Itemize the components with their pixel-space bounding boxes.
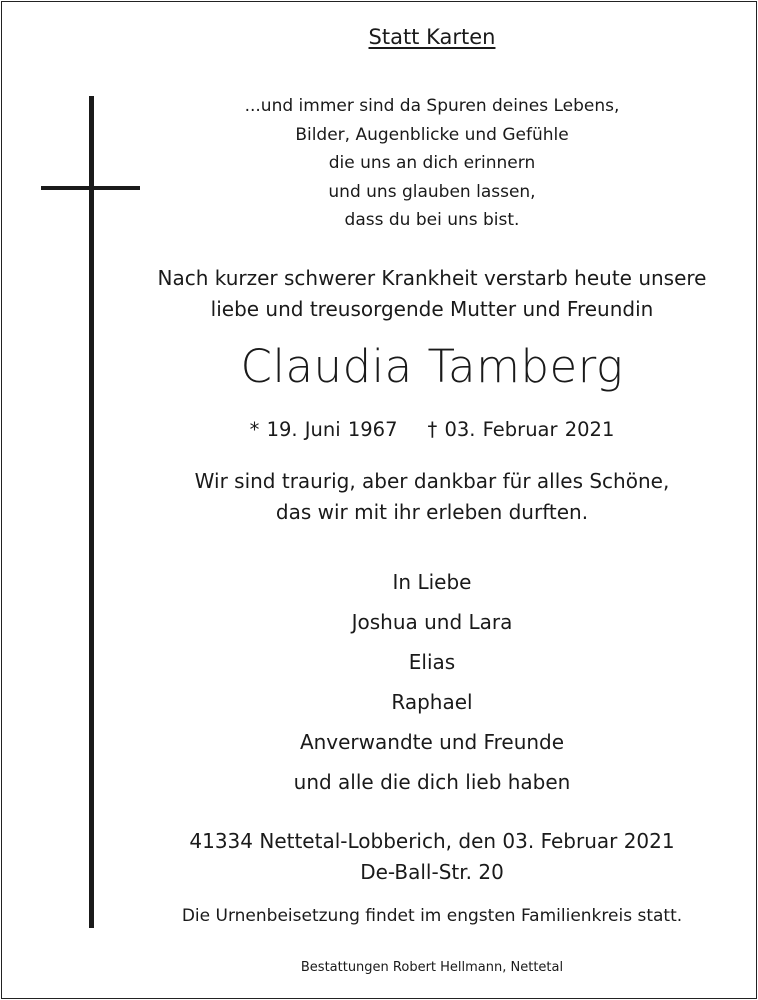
cross-horizontal-bar bbox=[41, 186, 140, 190]
mourner-line: Joshua und Lara bbox=[351, 610, 513, 634]
announcement-line: liebe und treusorgende Mutter und Freundin bbox=[210, 297, 654, 321]
poem-line: und uns glauben lassen, bbox=[328, 181, 536, 202]
place-date-line: 41334 Nettetal-Lobberich, den 03. Februar 2021 bbox=[189, 829, 675, 853]
life-dates bbox=[150, 418, 714, 441]
mourner-line: In Liebe bbox=[392, 570, 472, 594]
poem-line: ...und immer sind da Spuren deines Lebens, bbox=[244, 96, 620, 116]
mourner-line: und alle die dich lieb haben bbox=[293, 770, 571, 794]
thanks-line: das wir mit ihr erleben durften. bbox=[275, 500, 589, 524]
mourner-line: Elias bbox=[408, 650, 456, 674]
death-date: † 03. Februar 2021 bbox=[427, 418, 615, 441]
address-line: De-Ball-Str. 20 bbox=[360, 860, 504, 884]
mourner-line: Raphael bbox=[391, 690, 473, 714]
deceased-name: Claudia Tamberg bbox=[240, 340, 624, 393]
thanks-text bbox=[150, 466, 714, 528]
undertaker-credit: Bestattungen Robert Hellmann, Nettetal bbox=[300, 960, 564, 975]
mourner-line: Anverwandte und Freunde bbox=[299, 730, 565, 754]
poem-line: die uns an dich erinnern bbox=[328, 153, 536, 173]
death-announcement bbox=[150, 263, 714, 325]
birth-date: * 19. Juni 1967 bbox=[249, 418, 398, 441]
mourners-list bbox=[150, 562, 714, 802]
cross-vertical-bar bbox=[89, 96, 94, 928]
poem bbox=[150, 92, 714, 235]
urn-burial-notice: Die Urnenbeisetzung findet im engsten Familienkreis statt. bbox=[181, 906, 683, 926]
statt-karten-heading: Statt Karten bbox=[368, 25, 496, 49]
thanks-line: Wir sind traurig, aber dankbar für alles Schöne, bbox=[194, 469, 670, 493]
announcement-line: Nach kurzer schwerer Krankheit verstarb heute unsere bbox=[157, 266, 707, 290]
poem-line: dass du bei uns bist. bbox=[344, 210, 520, 230]
place-and-address bbox=[150, 826, 714, 888]
poem-line: Bilder, Augenblicke und Gefühle bbox=[295, 124, 569, 145]
